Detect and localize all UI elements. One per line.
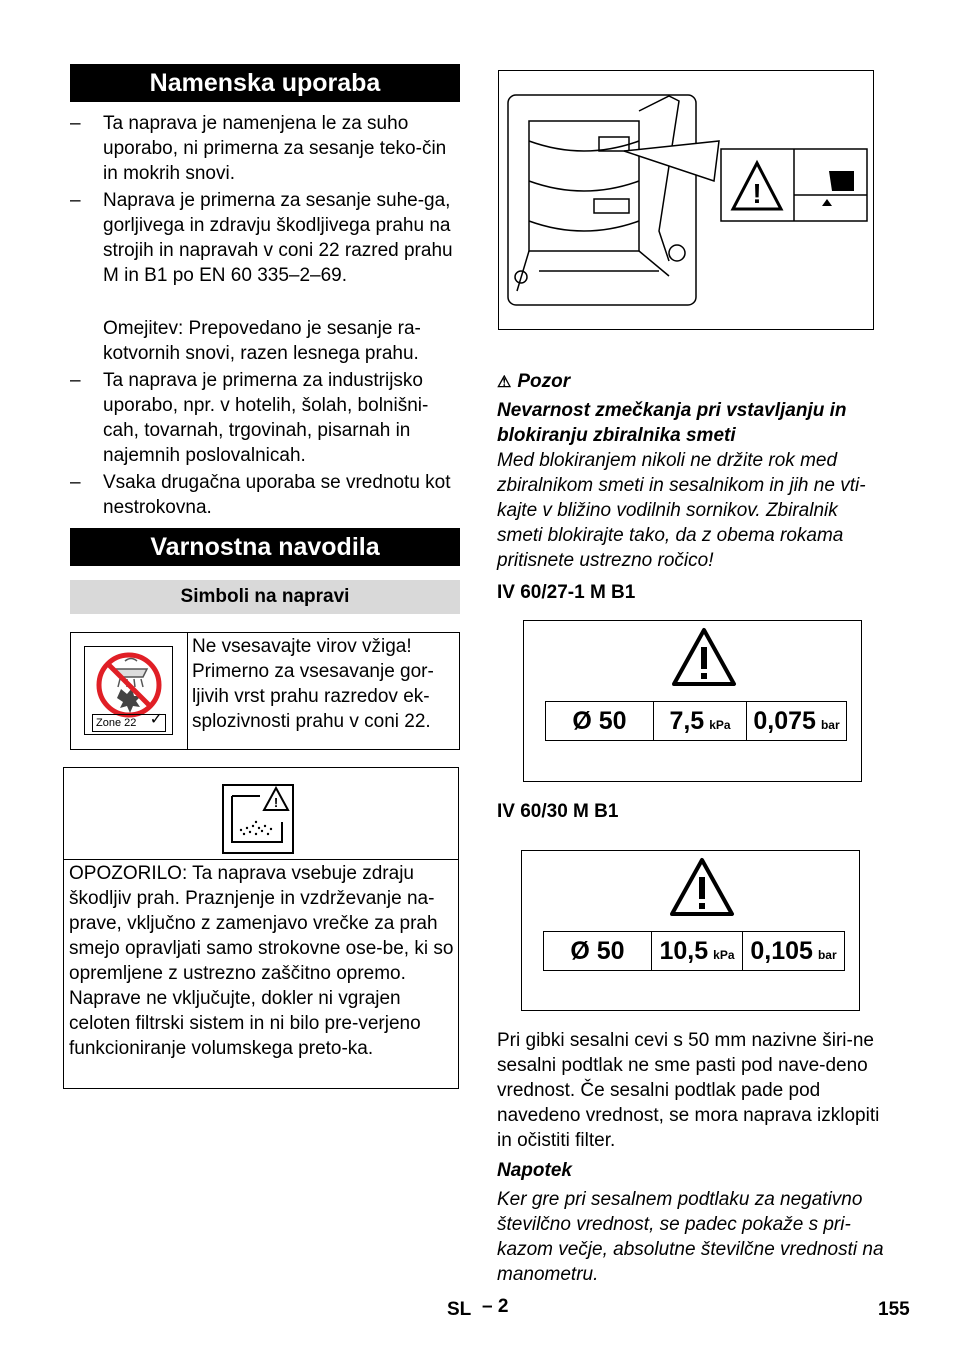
- list-item: [70, 470, 462, 520]
- kpa-unit: kPa: [709, 718, 731, 732]
- warning-triangle-icon: [667, 855, 737, 919]
- note-body: Ker gre pri sesalnem podtlaku za negativno številčno vrednost, se padec pokaže s pri-kazom večje, absolutne številčne vrednosti na manometru.: [497, 1189, 884, 1285]
- warning-box: [63, 767, 459, 1089]
- model-1-label: [523, 620, 862, 782]
- zone-label-text: Zone 22: [96, 717, 137, 729]
- list-item-text: Ta naprava je namenjena le za suho uporabo, ni primerna za sesanje teko-čin in mokrih snovi.: [103, 113, 447, 184]
- list-item: [70, 111, 462, 186]
- list-item-text: Ta naprava je primerna za industrijsko uporabo, npr. v hotelih, šolah, bolnišni-cah, tovarnah, trgovinah, pisarnah in najemnih poslovalnicah.: [103, 370, 429, 466]
- list-item-text: Vsaka drugačna uporaba se vrednotu kot nestrokovna.: [103, 472, 451, 518]
- bar-cell: [747, 702, 846, 740]
- diameter-cell: [544, 932, 652, 970]
- list-dash: –: [70, 472, 81, 493]
- warning-text: OPOZORILO: Ta naprava vsebuje zdraju škodljiv prah. Praznjenje in vzdrževanje na-prave, vključno z zamenjavo vrečke za prah smejo opravljati samo strokovne ose-be, ki so opremljene z ustrezno zaščitno opremo. Naprave ne vključujte, dokler ni vgrajen celoten filtrski sistem in ni bilo pre-verjeno funkcioniranje volumskega preto-ka.: [69, 863, 454, 1059]
- kpa-cell: [652, 932, 743, 970]
- kpa-cell: [654, 702, 747, 740]
- diameter-value: Ø 50: [570, 936, 625, 965]
- bar-unit: bar: [820, 718, 840, 732]
- bar-unit: bar: [817, 948, 837, 962]
- caution-label-row: [497, 369, 877, 395]
- model-2-values: [543, 931, 845, 971]
- checkmark-icon: ✓: [149, 711, 163, 728]
- list-item: [70, 316, 462, 366]
- note-label: Napotek: [497, 1160, 572, 1181]
- model-2-label: [521, 850, 860, 1011]
- symbol-table: [70, 632, 460, 750]
- symbol-description: Ne vsesavajte virov vžiga! Primerno za vsesavanje gor-ljivih vrst prahu razredov ek-splozivnosti prahu v coni 22.: [192, 636, 434, 732]
- list-item-text: Omejitev: Prepovedano je sesanje ra-kotvornih snovi, razen lesnega prahu.: [103, 318, 421, 364]
- list-dash: –: [70, 190, 81, 211]
- hazardous-dust-icon: [222, 784, 294, 854]
- footer-language: SL: [447, 1299, 472, 1320]
- warning-triangle-icon: [669, 625, 739, 689]
- list-item-text: Naprava je primerna za sesanje suhe-ga, gorljivega in zdravju škodljivega prahu na strojih in napravah v coni 22 razred prahu M in B1 po EN 60 335–2–69.: [103, 190, 453, 286]
- model-1-values: [545, 701, 847, 741]
- list-dash: –: [70, 370, 81, 391]
- model-2-name: IV 60/30 M B1: [497, 801, 619, 822]
- diameter-cell: [546, 702, 654, 740]
- diameter-value: Ø 50: [572, 706, 627, 735]
- page-number: 155: [878, 1299, 910, 1320]
- warning-triangle-icon: ⚠: [497, 374, 512, 391]
- device-illustration: [498, 70, 874, 330]
- bar-cell: [743, 932, 844, 970]
- footer-local-page: – 2: [482, 1296, 509, 1317]
- warning-symbol-cell: [64, 768, 458, 860]
- subsection-title-symbols: Simboli na napravi: [70, 580, 460, 614]
- section-title-safety: Varnostna navodila: [70, 528, 460, 566]
- list-item: [70, 188, 462, 313]
- caution-label: Pozor: [517, 371, 571, 392]
- bar-value: 0,105: [750, 936, 813, 965]
- no-ignition-sign: [84, 646, 173, 735]
- dust-warning-graphic: [224, 786, 292, 852]
- kpa-unit: kPa: [713, 948, 735, 962]
- list-dash: –: [70, 113, 81, 134]
- vacuum-illustration: [499, 71, 873, 329]
- list-item: [70, 368, 462, 468]
- svg-text:!: !: [752, 178, 762, 209]
- model-1-name: IV 60/27-1 M B1: [497, 582, 636, 603]
- svg-text:!: !: [273, 795, 279, 810]
- bar-value: 0,075: [753, 706, 816, 735]
- symbol-cell: [71, 633, 188, 749]
- section-title-intended-use: Namenska uporaba: [70, 64, 460, 102]
- zone-22-label: [92, 711, 166, 732]
- kpa-value: 7,5: [669, 706, 705, 735]
- kpa-value: 10,5: [659, 936, 709, 965]
- caution-body: Med blokiranjem nikoli ne držite rok med zbiralnikom smeti in sesalnikom in jih ne vti-kajte v bližino vodilnih sornikov. Zbiralnik smeti blokirajte tako, da z obema rokama pritisnete ustrezno ročico!: [497, 450, 866, 571]
- vacuum-paragraph: Pri gibki sesalni cevi s 50 mm nazivne širi-ne sesalni podtlak ne sme pasti pod nave-deno vrednost. Če sesalni podtlak pade pod navedeno vrednost, se mora naprava izklopiti in očistiti filter.: [497, 1030, 880, 1151]
- caution-heading: Nevarnost zmečkanja pri vstavljanju in blokiranju zbiralnika smeti: [497, 400, 847, 446]
